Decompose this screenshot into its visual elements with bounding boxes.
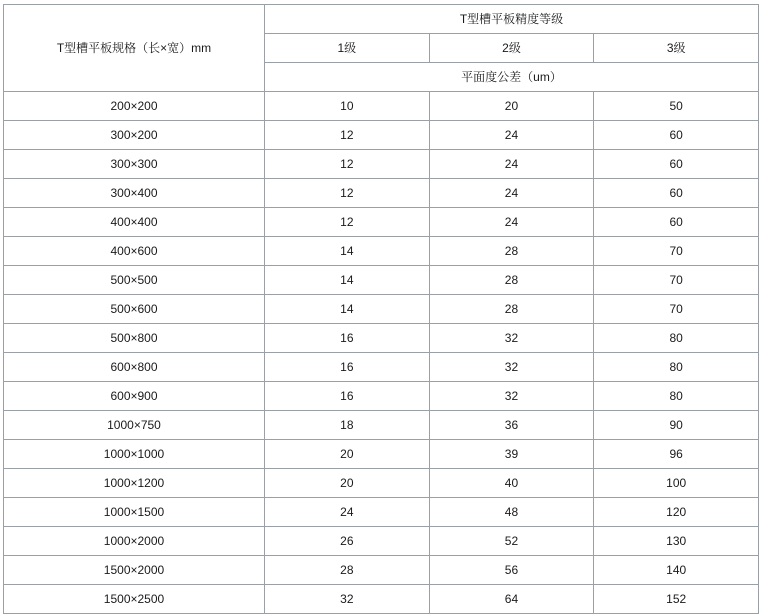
table-row [4, 150, 759, 179]
cell-grade-2: 32 [429, 382, 594, 411]
header-grade-1: 1级 [265, 34, 430, 63]
table-row [4, 237, 759, 266]
cell-grade-1: 26 [265, 527, 430, 556]
cell-grade-3: 70 [594, 266, 759, 295]
cell-grade-2: 32 [429, 324, 594, 353]
cell-grade-1: 12 [265, 179, 430, 208]
cell-grade-1: 14 [265, 237, 430, 266]
cell-grade-2: 20 [429, 92, 594, 121]
table-row [4, 92, 759, 121]
spec-tolerance-table [3, 4, 759, 614]
header-grade-2: 2级 [429, 34, 594, 63]
cell-grade-2: 52 [429, 527, 594, 556]
cell-spec: 300×200 [4, 121, 265, 150]
table-row [4, 469, 759, 498]
cell-grade-2: 28 [429, 295, 594, 324]
table-row [4, 266, 759, 295]
cell-grade-3: 80 [594, 382, 759, 411]
cell-spec: 600×800 [4, 353, 265, 382]
cell-grade-1: 16 [265, 353, 430, 382]
cell-grade-3: 80 [594, 353, 759, 382]
cell-grade-2: 64 [429, 585, 594, 614]
cell-grade-3: 100 [594, 469, 759, 498]
cell-grade-2: 28 [429, 237, 594, 266]
cell-grade-3: 60 [594, 179, 759, 208]
cell-grade-3: 96 [594, 440, 759, 469]
cell-grade-3: 90 [594, 411, 759, 440]
header-spec-label: T型槽平板规格（长×宽）mm [4, 5, 265, 92]
cell-grade-3: 60 [594, 121, 759, 150]
cell-grade-3: 130 [594, 527, 759, 556]
header-tolerance-label: 平面度公差（um） [265, 63, 759, 92]
cell-spec: 500×600 [4, 295, 265, 324]
cell-grade-1: 12 [265, 208, 430, 237]
cell-grade-1: 24 [265, 498, 430, 527]
cell-spec: 1000×1500 [4, 498, 265, 527]
cell-grade-2: 24 [429, 150, 594, 179]
cell-spec: 1000×2000 [4, 527, 265, 556]
cell-spec: 400×400 [4, 208, 265, 237]
cell-grade-3: 140 [594, 556, 759, 585]
cell-spec: 1000×750 [4, 411, 265, 440]
header-grade-3: 3级 [594, 34, 759, 63]
cell-grade-3: 70 [594, 295, 759, 324]
cell-grade-3: 60 [594, 150, 759, 179]
cell-grade-2: 28 [429, 266, 594, 295]
table-body [4, 5, 759, 614]
table-row [4, 324, 759, 353]
cell-grade-1: 20 [265, 469, 430, 498]
cell-grade-1: 32 [265, 585, 430, 614]
cell-grade-2: 48 [429, 498, 594, 527]
cell-grade-2: 36 [429, 411, 594, 440]
cell-spec: 500×500 [4, 266, 265, 295]
cell-grade-3: 50 [594, 92, 759, 121]
cell-grade-2: 40 [429, 469, 594, 498]
table-row [4, 382, 759, 411]
cell-grade-2: 39 [429, 440, 594, 469]
cell-spec: 300×300 [4, 150, 265, 179]
cell-grade-2: 32 [429, 353, 594, 382]
cell-grade-2: 56 [429, 556, 594, 585]
cell-grade-1: 16 [265, 324, 430, 353]
cell-spec: 1500×2500 [4, 585, 265, 614]
cell-grade-1: 14 [265, 295, 430, 324]
cell-spec: 400×600 [4, 237, 265, 266]
table-row [4, 498, 759, 527]
cell-spec: 600×900 [4, 382, 265, 411]
cell-grade-3: 120 [594, 498, 759, 527]
cell-grade-1: 14 [265, 266, 430, 295]
cell-grade-1: 28 [265, 556, 430, 585]
table-row [4, 179, 759, 208]
cell-spec: 1000×1200 [4, 469, 265, 498]
table-row [4, 585, 759, 614]
cell-grade-2: 24 [429, 179, 594, 208]
cell-grade-3: 80 [594, 324, 759, 353]
cell-grade-3: 60 [594, 208, 759, 237]
cell-grade-1: 16 [265, 382, 430, 411]
cell-grade-1: 12 [265, 121, 430, 150]
table-row [4, 440, 759, 469]
header-row-title [4, 5, 759, 34]
cell-spec: 200×200 [4, 92, 265, 121]
cell-grade-3: 70 [594, 237, 759, 266]
table-row [4, 353, 759, 382]
table-row [4, 208, 759, 237]
cell-grade-1: 18 [265, 411, 430, 440]
cell-spec: 1000×1000 [4, 440, 265, 469]
table-row [4, 556, 759, 585]
cell-grade-1: 20 [265, 440, 430, 469]
header-grade-title: T型槽平板精度等级 [265, 5, 759, 34]
cell-grade-1: 10 [265, 92, 430, 121]
cell-grade-2: 24 [429, 121, 594, 150]
table-row [4, 527, 759, 556]
table-row [4, 295, 759, 324]
cell-spec: 500×800 [4, 324, 265, 353]
cell-spec: 1500×2000 [4, 556, 265, 585]
table-row [4, 411, 759, 440]
cell-spec: 300×400 [4, 179, 265, 208]
table-row [4, 121, 759, 150]
cell-grade-1: 12 [265, 150, 430, 179]
cell-grade-2: 24 [429, 208, 594, 237]
cell-grade-3: 152 [594, 585, 759, 614]
